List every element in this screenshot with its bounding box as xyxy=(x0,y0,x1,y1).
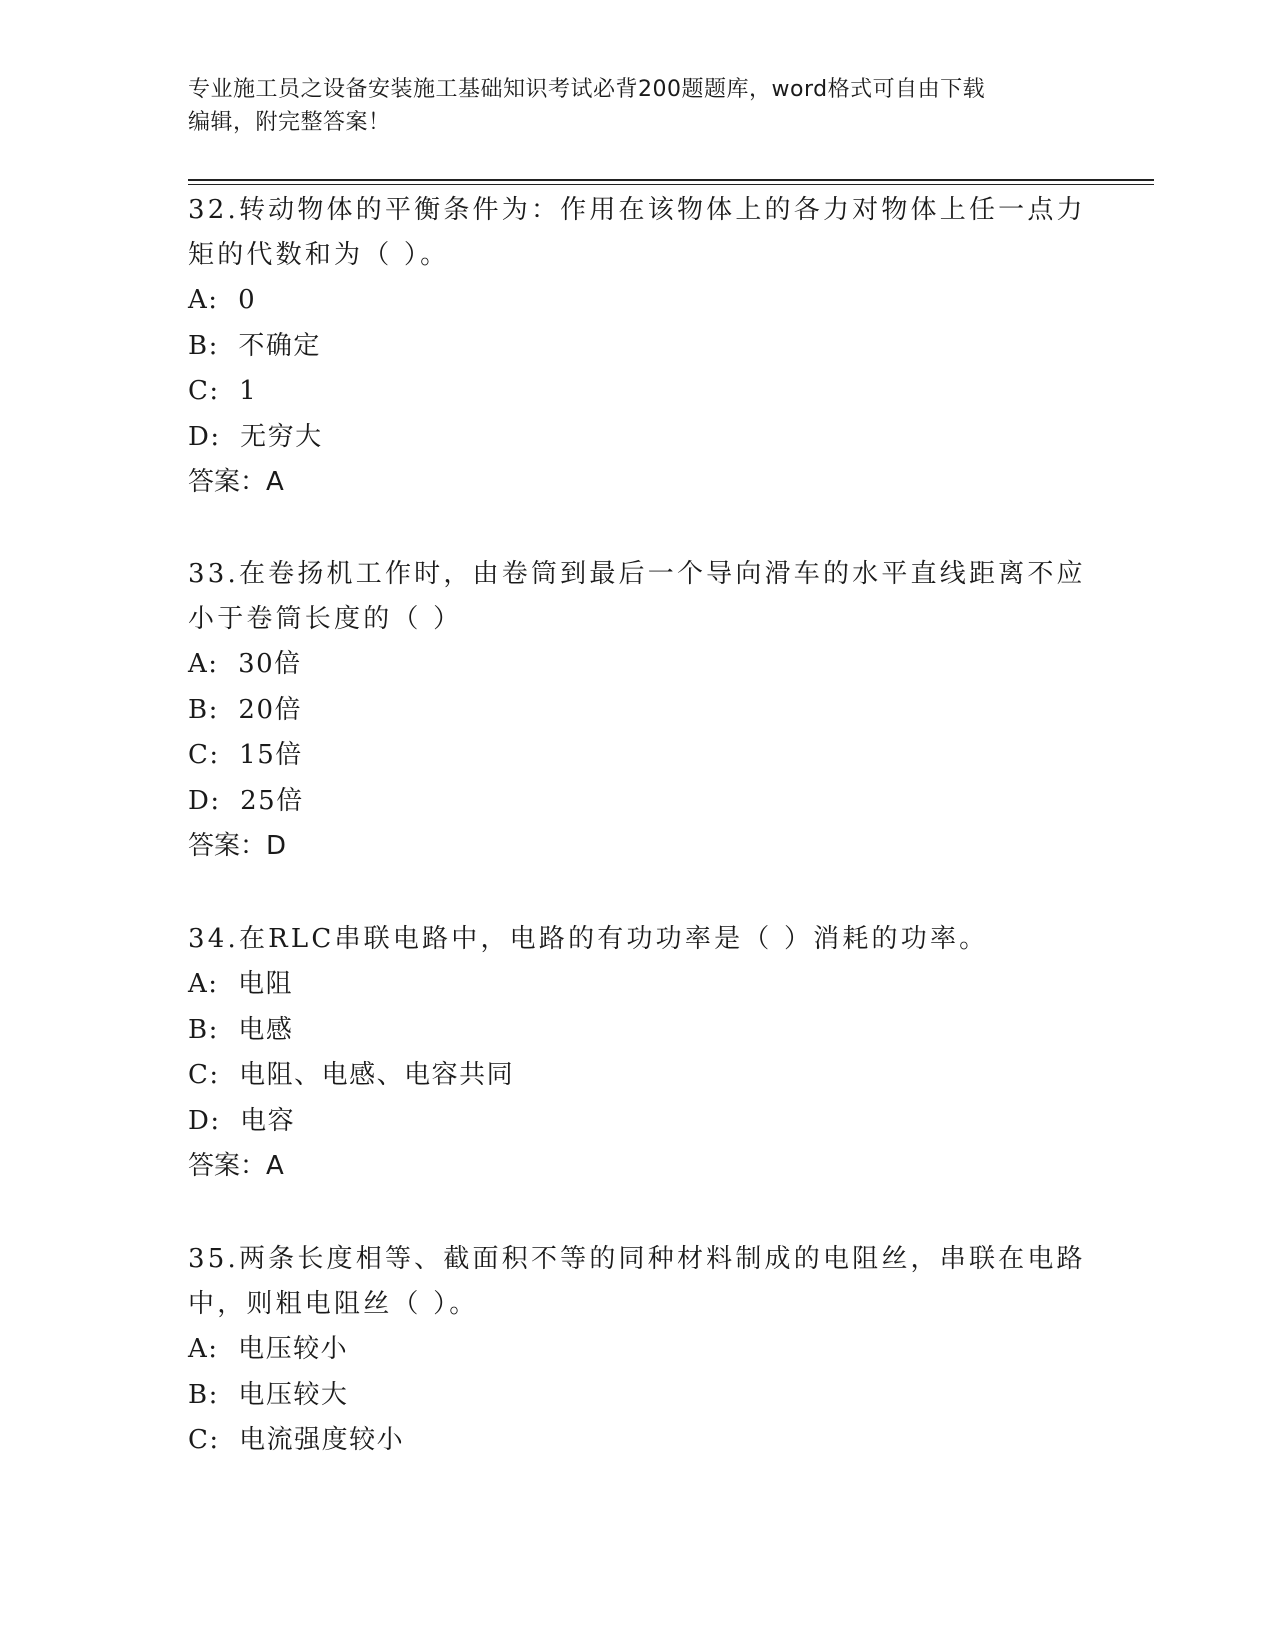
answer-line: 答案：D xyxy=(188,831,287,861)
option-d: D: 无穷大 xyxy=(188,421,323,452)
option-b: B: 电感 xyxy=(188,1014,294,1045)
question-stem-line: 33.在卷扬机工作时，由卷筒到最后一个导向滑车的水平直线距离不应 xyxy=(188,559,1086,589)
question-stem-line: 34.在RLC串联电路中，电路的有功功率是（ ）消耗的功率。 xyxy=(188,924,989,954)
option-c: C: 电流强度较小 xyxy=(188,1425,405,1455)
question-stem-line: 中，则粗电阻丝（ ）。 xyxy=(188,1289,479,1319)
option-c: C: 1 xyxy=(188,376,258,406)
option-d: D: 电容 xyxy=(188,1105,296,1136)
header-divider-thin xyxy=(188,184,1154,185)
option-b: B: 20倍 xyxy=(188,694,302,725)
option-a: A: 电阻 xyxy=(188,969,294,999)
option-a: A: 30倍 xyxy=(188,649,302,679)
document-header xyxy=(188,73,1068,139)
option-c: C: 15倍 xyxy=(188,740,303,770)
option-c: C: 电阻、电感、电容共同 xyxy=(188,1060,515,1090)
question-stem-line: 小于卷筒长度的（ ） xyxy=(188,604,463,634)
question-34 xyxy=(188,917,1088,1190)
option-d: D: 25倍 xyxy=(188,785,304,816)
question-stem-line: 32.转动物体的平衡条件为：作用在该物体上的各力对物体上任一点力 xyxy=(188,195,1086,225)
question-stem-line: 35.两条长度相等、截面积不等的同种材料制成的电阻丝，串联在电路 xyxy=(188,1244,1086,1274)
header-line-1: 专业施工员之设备安装施工基础知识考试必背200题题库，word格式可自由下载 xyxy=(188,77,986,102)
answer-line: 答案：A xyxy=(188,1151,284,1181)
question-35 xyxy=(188,1237,1088,1464)
header-divider-thick xyxy=(188,179,1154,181)
option-a: A: 0 xyxy=(188,285,257,315)
answer-line: 答案：A xyxy=(188,467,284,497)
option-b: B: 电压较大 xyxy=(188,1379,349,1410)
header-line-2: 编辑，附完整答案！ xyxy=(188,110,391,135)
option-b: B: 不确定 xyxy=(188,330,321,361)
question-33 xyxy=(188,552,1088,870)
option-a: A: 电压较小 xyxy=(188,1334,349,1364)
question-stem-line: 矩的代数和为（ ）。 xyxy=(188,240,450,270)
question-32 xyxy=(188,188,1088,506)
